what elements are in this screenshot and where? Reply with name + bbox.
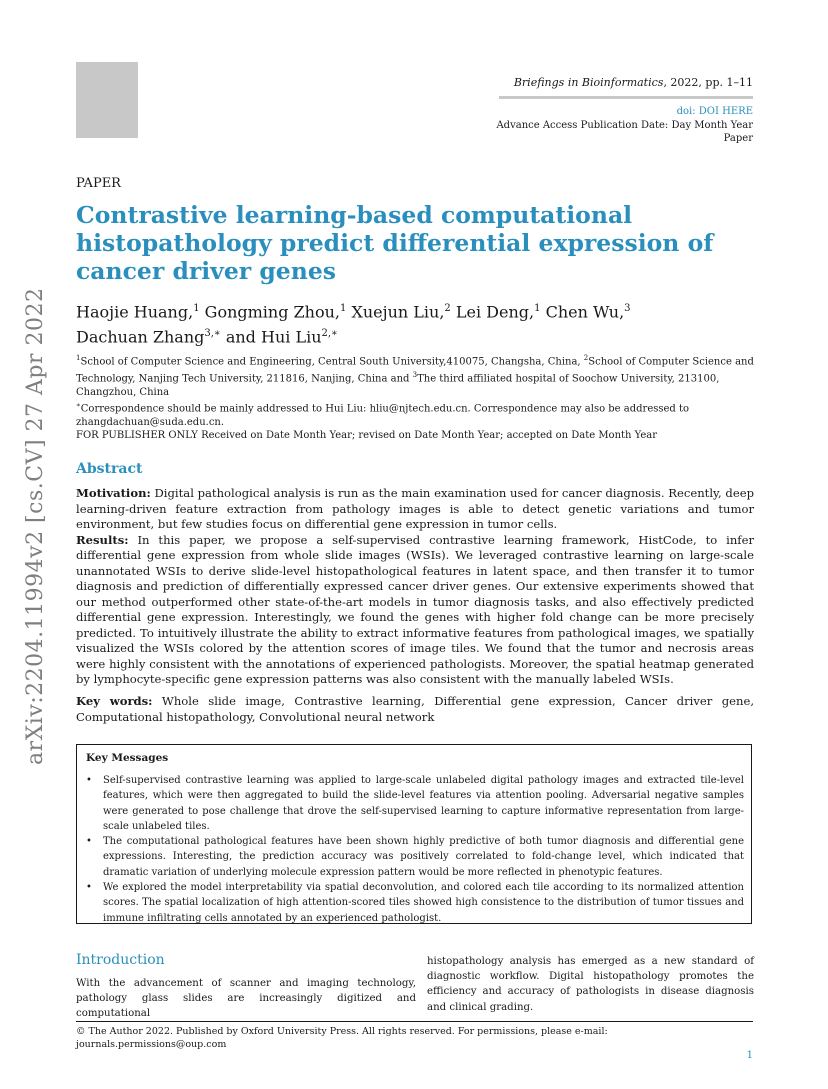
arxiv-identifier: arXiv:2204.11994v2 [cs.CV] 27 Apr 2022: [23, 287, 48, 765]
key-messages-list: [86, 773, 744, 926]
paper-title: Contrastive learning-based computational histopathology predict differential expression of cancer driver genes: [76, 201, 714, 285]
author: Gongming Zhou,: [204, 302, 340, 322]
keywords: Key words: Whole slide image, Contrastive learning, Differential gene expression, Cancer driver gene, Computational histopathology, Convolutional neural network: [76, 694, 755, 724]
paper-type: Paper: [723, 133, 753, 144]
list-item: • We explored the model interpretability via spatial deconvolution, and colored each tile according to its normalized attention scores. The spatial localization of high attention-scored tiles showed high consistence to the distribution of tumor tissues and immune infiltrating cells annotated by an experienced pathologist.: [86, 882, 744, 924]
author: Dachuan Zhang: [76, 327, 205, 347]
abstract-heading: Abstract: [76, 461, 143, 477]
introduction-left-column: With the advancement of scanner and imaging technology, pathology glass slides are increasingly digitized and computational: [76, 978, 416, 1020]
correspondence: ∗Correspondence should be mainly addressed to Hui Liu: hliu@njtech.edu.cn. Correspondence may also be addressed to zhangdachuan@suda.edu.cn.: [76, 401, 690, 428]
author-list: Haojie Huang,$^1$ Gongming Zhou,$^1$ Xuejun Liu,$^2$ Lei Deng,$^1$ Chen Wu,$^3$ Dachuan Zhang$^{3,∗}$ and Hui Liu$^{2,∗}$: [76, 302, 631, 347]
bullet: •: [86, 775, 92, 786]
affiliations: $^1$School of Computer Science and Engineering, Central South University,410075, Changsha, China, $^2$School of Computer Science and Technology, Nanjing Tech University, 211816, Nanjing, China and $^3$The third affiliated hospital of Soochow University, 213100, Changzhou, China ∗Correspondence should be mainly addressed to Hui Liu: hliu@njtech.edu.cn. Correspondence may also be addressed to zhangdachuan@suda.edu.cn. FOR PUBLISHER ONLY Received on Date Month Year; revised on Date Month Year; accepted on Date Month Year: [76, 352, 756, 443]
author: Haojie Huang,: [76, 302, 194, 322]
bullet: •: [86, 882, 92, 894]
author: Chen Wu,: [545, 302, 625, 322]
list-item: • Self-supervised contrastive learning was applied to large-scale unlabeled digital pathology images and extracted tile-level features, which were then aggregated to build the slide-level features via attention pooling. Adversarial negative samples were generated to pose challenge that drove the self-supervised learning to capture informative representation from large-scale unlabeled tiles.: [86, 775, 744, 832]
header-rule: [499, 96, 753, 99]
author: Xuejun Liu,: [351, 302, 445, 322]
publisher-note: FOR PUBLISHER ONLY Received on Date Month Year; revised on Date Month Year; accepted on Date Month Year: [76, 430, 658, 442]
introduction-heading: Introduction: [76, 952, 165, 968]
page-number: 1: [746, 1050, 753, 1061]
bullet: •: [86, 836, 92, 848]
author: Lei Deng,: [455, 302, 535, 322]
journal-logo-placeholder: [76, 62, 138, 138]
publication-date: Advance Access Publication Date: Day Month Year: [496, 120, 753, 131]
list-item: • The computational pathological features have been shown highly predictive of both tumor diagnosis and differential gene expressions. Interesting, the prediction accuracy was positively correlated to fold-change level, which indicated that dramatic variation of underlying molecule expression pattern would be more reflected in phenotypic features.: [86, 836, 744, 878]
journal-citation: Briefings in Bioinformatics, 2022, pp. 1–11: [513, 76, 753, 89]
author: and Hui Liu: [225, 327, 322, 347]
footer-rule: [76, 1021, 753, 1022]
introduction-right-column: histopathology analysis has emerged as a new standard of diagnostic workflow. Digital histopathology promotes the efficiency and accuracy of pathologists in disease diagnosis and clinical grading.: [427, 956, 754, 1013]
copyright-notice: © The Author 2022. Published by Oxford University Press. All rights reserved. For permissions, please e-mail: journals.permissions@oup.com: [76, 1026, 608, 1050]
abstract-body: Motivation: Digital pathological analysis is run as the main examination used for cancer diagnosis. Recently, deep learning-driven feature extraction from pathology images is able to detect genetic variations and tumor environment, but few studies focus on differential gene expression in tumor cells. Results: In this paper, we propose a self-supervised contrastive learning framework, HistCode, to infer differential gene expression from whole slide images (WSIs). We leveraged contrastive learning on large-scale unannotated WSIs to derive slide-level histopathological features in latent space, and then transfer it to tumor diagnosis and prediction of differentially expressed cancer driver genes. Our extensive experiments showed that our method outperformed other state-of-the-art models in tumor diagnosis tasks, and also effectively predicted differential gene expression. Interestingly, we found the genes with higher fold change can be more precisely predicted. To intuitively illustrate the ability to extract informative features from pathological images, we spatially visualized the WSIs colored by the attention scores of image tiles. We found that the tumor and necrosis areas were highly consistent with the annotations of experienced pathologists. Moreover, the spatial heatmap generated by lymphocyte-specific gene expression patterns was also consistent with the manually labeled WSIs.: [76, 486, 754, 686]
section-label: PAPER: [76, 176, 121, 191]
key-messages-heading: Key Messages: [86, 752, 169, 764]
doi-link[interactable]: doi: DOI HERE: [676, 106, 753, 117]
